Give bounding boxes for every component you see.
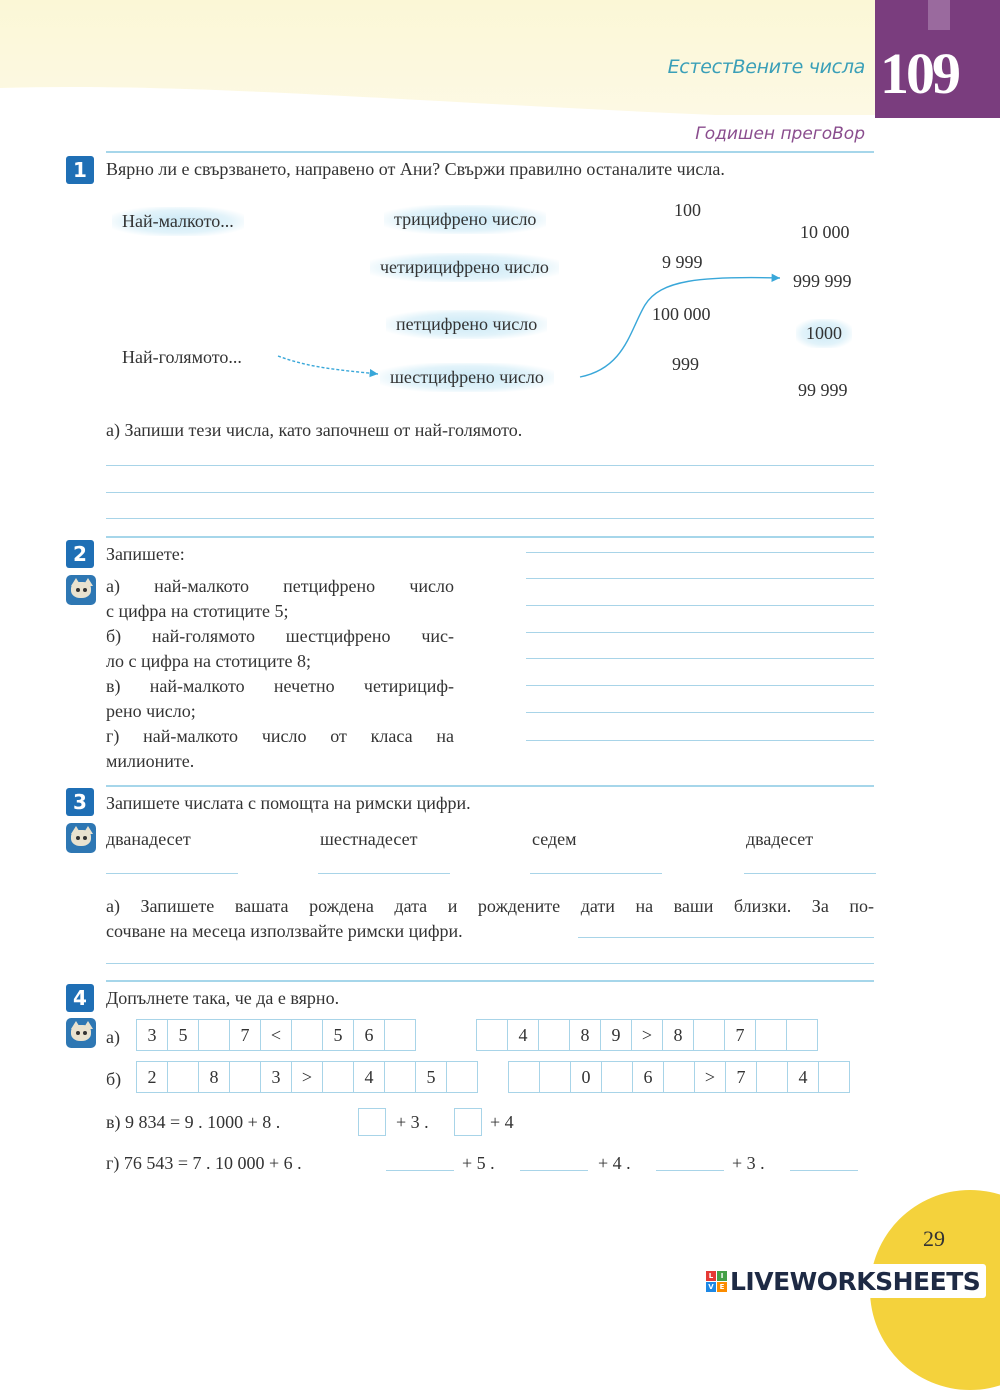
number-100000: 100 000 bbox=[652, 304, 711, 324]
digit-cell: 3 bbox=[136, 1019, 168, 1051]
roman-answer-4[interactable] bbox=[744, 873, 876, 874]
task1-sub-a: а) Запиши тези числа, като започнеш от най-голямото. bbox=[106, 420, 523, 440]
task2-answer-line[interactable] bbox=[526, 605, 874, 606]
chapter-title: ЕстестВените числа bbox=[667, 56, 865, 78]
digit-cell: 5 bbox=[322, 1019, 354, 1051]
digit-cell: 7 bbox=[724, 1019, 756, 1051]
symbol-cell: > bbox=[694, 1061, 726, 1093]
cat-icon bbox=[66, 823, 96, 853]
connection-arrows bbox=[0, 0, 1000, 420]
number-1000: 1000 bbox=[796, 319, 852, 348]
word-seven: седем bbox=[532, 829, 577, 849]
divider-3 bbox=[106, 980, 874, 982]
digit-cell: 0 bbox=[570, 1061, 602, 1093]
number-100: 100 bbox=[674, 200, 701, 220]
digit-input[interactable] bbox=[755, 1019, 787, 1051]
digit-input[interactable] bbox=[384, 1061, 416, 1093]
birthdate-line-2[interactable] bbox=[106, 963, 874, 964]
digit-input[interactable] bbox=[756, 1061, 788, 1093]
task4-v-part3: + 4 bbox=[490, 1112, 514, 1132]
digit-cell: 2 bbox=[136, 1061, 168, 1093]
task2-line-v2: рено число; bbox=[106, 701, 196, 721]
liveworksheets-brand: LIVEWORKSHEETS bbox=[730, 1266, 981, 1296]
mark-letter: L bbox=[706, 1271, 716, 1281]
mark-letter: E bbox=[717, 1282, 727, 1292]
digit-input[interactable] bbox=[786, 1019, 818, 1051]
task-number-1: 1 bbox=[66, 156, 94, 184]
answer-line-2[interactable] bbox=[106, 492, 874, 493]
digit-cell: 4 bbox=[787, 1061, 819, 1093]
label-a: а) bbox=[106, 1027, 120, 1047]
row-a-right bbox=[476, 1019, 817, 1051]
number-999999: 999 999 bbox=[793, 271, 852, 291]
digit-cell: 8 bbox=[198, 1061, 230, 1093]
digit-cell: 7 bbox=[725, 1061, 757, 1093]
answer-line-1[interactable] bbox=[106, 465, 874, 466]
middle-four-digit: четирицифрено число bbox=[370, 253, 559, 282]
task4-g-part1: г) 76 543 = 7 . 10 000 + 6 . bbox=[106, 1153, 302, 1173]
task4-g-part4: + 3 . bbox=[732, 1153, 765, 1173]
task2-line-v1: в) най-малкото нечетно четирициф- bbox=[106, 676, 454, 696]
task2-line-a2: с цифра на стотиците 5; bbox=[106, 601, 289, 621]
digit-input[interactable] bbox=[818, 1061, 850, 1093]
task3-sub-a-line2: сочване на месеца използвайте римски цифри. bbox=[106, 921, 463, 941]
middle-three-digit: трицифрено число bbox=[384, 205, 546, 234]
cat-icon bbox=[66, 1018, 96, 1048]
task2-answer-line[interactable] bbox=[526, 632, 874, 633]
liveworksheets-mark-icon bbox=[706, 1271, 727, 1292]
roman-answer-2[interactable] bbox=[318, 873, 450, 874]
cat-icon bbox=[66, 575, 96, 605]
word-twelve: дванадесет bbox=[106, 829, 191, 849]
digit-cell: 8 bbox=[569, 1019, 601, 1051]
task4-v-part2: + 3 . bbox=[396, 1112, 429, 1132]
task2-line-g2: милионите. bbox=[106, 751, 195, 771]
digit-cell: 6 bbox=[353, 1019, 385, 1051]
task-number-3: 3 bbox=[66, 788, 94, 816]
digit-cell: 7 bbox=[229, 1019, 261, 1051]
digit-input[interactable] bbox=[446, 1061, 478, 1093]
row-b-right bbox=[508, 1061, 849, 1093]
mark-letter: I bbox=[717, 1271, 727, 1281]
page-number-badge: 109 bbox=[880, 41, 958, 106]
digit-input[interactable] bbox=[508, 1061, 540, 1093]
digit-cell: 5 bbox=[415, 1061, 447, 1093]
digit-cell: 6 bbox=[632, 1061, 664, 1093]
number-9999: 9 999 bbox=[662, 252, 703, 272]
digit-input[interactable] bbox=[229, 1061, 261, 1093]
section-subtitle: Годишен прегоВор bbox=[695, 124, 865, 144]
row-a-left bbox=[136, 1019, 415, 1051]
roman-answer-3[interactable] bbox=[530, 873, 662, 874]
digit-cell: 9 bbox=[600, 1019, 632, 1051]
page-number: 29 bbox=[923, 1226, 945, 1251]
divider-1 bbox=[106, 536, 874, 538]
answer-blank[interactable] bbox=[520, 1170, 588, 1171]
divider-2 bbox=[106, 785, 874, 787]
digit-input[interactable] bbox=[384, 1019, 416, 1051]
task2-line-a1: а) най-малкото петцифрено число bbox=[106, 576, 454, 596]
digit-cell: 8 bbox=[662, 1019, 694, 1051]
digit-input[interactable] bbox=[167, 1061, 199, 1093]
digit-cell: 3 bbox=[260, 1061, 292, 1093]
task2-answer-line[interactable] bbox=[526, 740, 874, 741]
row-b-left bbox=[136, 1061, 477, 1093]
digit-input[interactable] bbox=[601, 1061, 633, 1093]
digit-input[interactable] bbox=[693, 1019, 725, 1051]
task-number-4: 4 bbox=[66, 984, 94, 1012]
number-10000: 10 000 bbox=[800, 222, 850, 242]
answer-blank[interactable] bbox=[656, 1170, 724, 1171]
digit-input[interactable] bbox=[538, 1019, 570, 1051]
word-sixteen: шестнадесет bbox=[320, 829, 418, 849]
digit-input[interactable] bbox=[198, 1019, 230, 1051]
digit-input[interactable] bbox=[476, 1019, 508, 1051]
task2-answer-line[interactable] bbox=[526, 685, 874, 686]
answer-box[interactable] bbox=[358, 1108, 386, 1136]
task2-answer-line[interactable] bbox=[526, 552, 874, 553]
answer-blank[interactable] bbox=[790, 1170, 858, 1171]
digit-input[interactable] bbox=[322, 1061, 354, 1093]
task4-g-part3: + 4 . bbox=[598, 1153, 631, 1173]
digit-cell: 5 bbox=[167, 1019, 199, 1051]
digit-input[interactable] bbox=[539, 1061, 571, 1093]
answer-box[interactable] bbox=[454, 1108, 482, 1136]
middle-six-digit: шестцифрено число bbox=[380, 363, 554, 392]
symbol-cell: > bbox=[631, 1019, 663, 1051]
task-number-2: 2 bbox=[66, 540, 94, 568]
liveworksheets-logo[interactable] bbox=[700, 1264, 986, 1298]
task4-v-part1: в) 9 834 = 9 . 1000 + 8 . bbox=[106, 1112, 281, 1132]
task4-title: Допълнете така, че да е вярно. bbox=[106, 988, 340, 1008]
digit-input[interactable] bbox=[291, 1019, 323, 1051]
number-99999: 99 999 bbox=[798, 380, 848, 400]
task2-title: Запишете: bbox=[106, 544, 185, 564]
label-largest: Най-голямото... bbox=[122, 347, 242, 367]
task4-g-part2: + 5 . bbox=[462, 1153, 495, 1173]
task2-line-b1: б) най-голямото шестцифрено чис- bbox=[106, 626, 454, 646]
label-smallest: Най-малкото... bbox=[112, 207, 244, 236]
task2-answer-line[interactable] bbox=[526, 658, 874, 659]
task2-answer-line[interactable] bbox=[526, 578, 874, 579]
task3-sub-a-line1: а) Запишете вашата рождена дата и рождените дати на ваши близки. За по- bbox=[106, 896, 874, 916]
label-b: б) bbox=[106, 1069, 122, 1089]
symbol-cell: < bbox=[260, 1019, 292, 1051]
roman-answer-1[interactable] bbox=[106, 873, 238, 874]
task2-answer-line[interactable] bbox=[526, 712, 874, 713]
answer-line-3[interactable] bbox=[106, 518, 874, 519]
number-999: 999 bbox=[672, 354, 699, 374]
birthdate-line-1[interactable] bbox=[578, 937, 874, 938]
word-twenty: двадесет bbox=[746, 829, 814, 849]
task1-question: Вярно ли е свързването, направено от Ани? Свържи правилно останалите числа. bbox=[106, 159, 725, 179]
task3-title: Запишете числата с помощта на римски цифри. bbox=[106, 793, 471, 813]
task2-line-b2: ло с цифра на стотиците 8; bbox=[106, 651, 312, 671]
mark-letter: V bbox=[706, 1282, 716, 1292]
answer-blank[interactable] bbox=[386, 1170, 454, 1171]
symbol-cell: > bbox=[291, 1061, 323, 1093]
digit-input[interactable] bbox=[663, 1061, 695, 1093]
digit-cell: 4 bbox=[353, 1061, 385, 1093]
task2-line-g1: г) най-малкото число от класа на bbox=[106, 726, 454, 746]
middle-five-digit: петцифрено число bbox=[386, 310, 547, 339]
digit-cell: 4 bbox=[507, 1019, 539, 1051]
